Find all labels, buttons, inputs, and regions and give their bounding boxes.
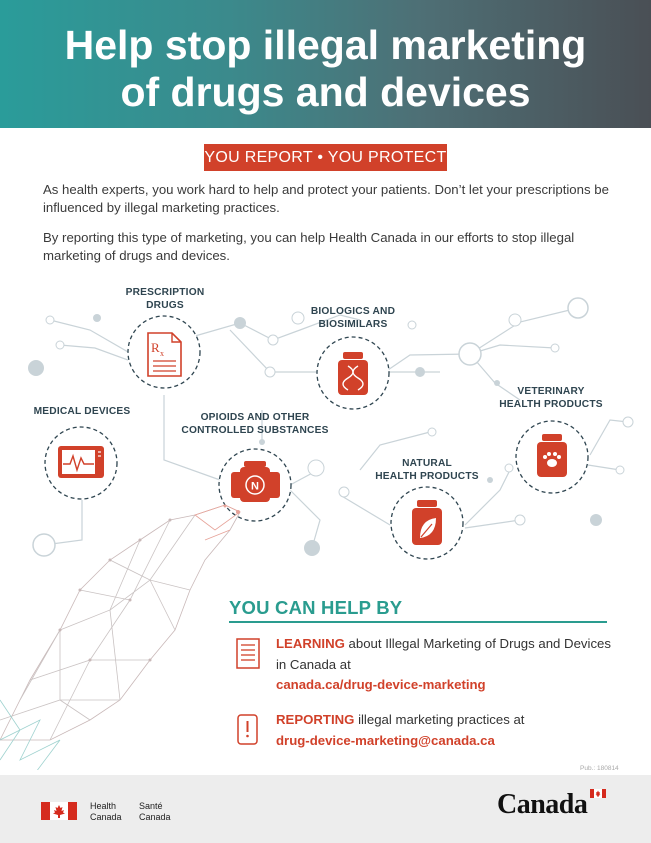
learning-text: about Illegal Marketing of Drugs and Devices in Canada at <box>276 636 611 672</box>
reporting-text: illegal marketing practices at <box>354 712 525 727</box>
title-line-1: Help stop illegal marketing <box>64 22 587 68</box>
header-banner <box>0 0 651 128</box>
help-section-title: YOU CAN HELP BY <box>229 597 403 618</box>
rx-sub-glyph: x <box>160 349 164 358</box>
publication-number: Pub.: 180814 <box>580 765 619 772</box>
label-veterinary: VETERINARY HEALTH PRODUCTS <box>499 386 603 410</box>
title-line-2: of drugs and devices <box>120 69 531 115</box>
rx-glyph: R <box>151 340 160 355</box>
report-protect-banner: YOU REPORT • YOU PROTECT <box>204 144 447 171</box>
prescription-icon <box>148 333 181 376</box>
label-opioids: OPIOIDS AND OTHER CONTROLLED SUBSTANCES <box>181 412 329 436</box>
canada-wordmark: Canada <box>497 789 588 820</box>
label-natural-health: NATURAL HEALTH PRODUCTS <box>375 458 479 482</box>
learning-link[interactable]: canada.ca/drug-device-marketing <box>276 677 486 692</box>
health-canada-en: Health Canada <box>90 801 122 822</box>
reporting-item <box>276 710 616 751</box>
label-medical-devices: MEDICAL DEVICES <box>33 406 131 417</box>
canada-flag-icon <box>41 802 77 820</box>
label-biologics: BIOLOGICS AND BIOSIMILARS <box>310 306 396 330</box>
wordmark-flag-icon <box>590 789 606 798</box>
intro-paragraph-2: By reporting this type of marketing, you can help Health Canada in our efforts to stop illegal marketing of drugs and devices. <box>43 230 575 263</box>
page-title <box>0 22 651 116</box>
document-icon <box>236 638 262 670</box>
learning-keyword: LEARNING <box>276 636 345 651</box>
n-glyph: N <box>251 480 259 493</box>
medical-device-monitor-icon <box>58 446 104 478</box>
help-divider <box>229 621 607 623</box>
label-prescription-drugs: PRESCRIPTION DRUGS <box>125 287 205 311</box>
learning-item <box>276 634 616 696</box>
intro-paragraph-1: As health experts, you work hard to help and protect your patients. Don’t let your prescriptions be influenced by illegal marketing practices. <box>43 182 609 215</box>
reporting-keyword: REPORTING <box>276 712 355 727</box>
footer <box>0 775 651 843</box>
sante-canada-fr: Santé Canada <box>139 801 171 822</box>
reporting-email-link[interactable]: drug-device-marketing@canada.ca <box>276 732 495 748</box>
mobile-phone-icon <box>237 714 259 746</box>
